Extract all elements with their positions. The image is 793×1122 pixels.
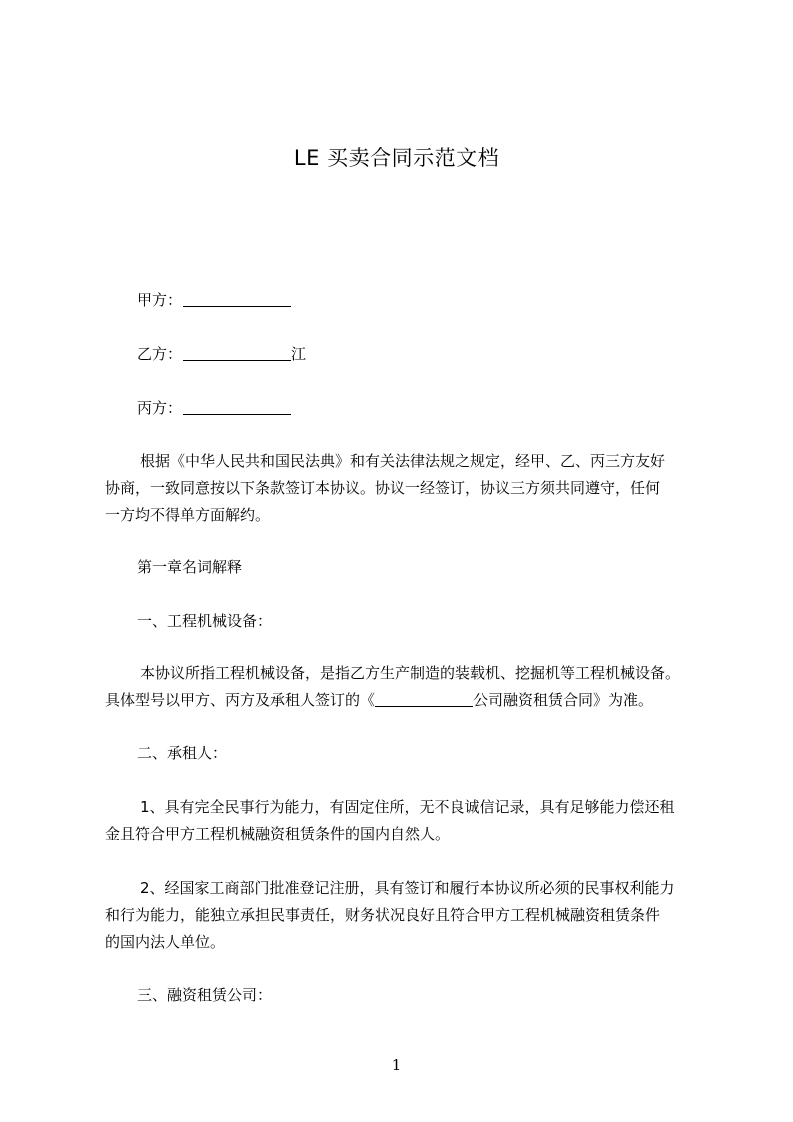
section-2-item-1-line-1: 1、具有完全民事行为能力，有固定住所，无不良诚信记录，具有足够能力偿还租 <box>140 798 675 816</box>
section-2-heading: 二、承租人： <box>137 744 228 762</box>
section-2-item-2-line-1: 2、经国家工商部门批准登记注册，具有签订和履行本协议所必须的民事权利能力 <box>140 879 675 897</box>
party-c-blank <box>183 400 291 415</box>
section-1-heading: 一、工程机械设备： <box>137 612 273 630</box>
preamble-line-1: 根据《中华人民共和国民法典》和有关法律法规之规定，经甲、乙、丙三方友好 <box>140 452 666 470</box>
section-1-line-2-suffix: 公司融资租赁合同》为准。 <box>473 691 654 709</box>
preamble-line-3: 一方均不得单方面解约。 <box>105 506 271 524</box>
section-2-item-1-line-2: 金且符合甲方工程机械融资租赁条件的国内自然人。 <box>105 825 451 843</box>
party-b-label: 乙方： <box>137 345 183 363</box>
section-3-heading: 三、融资租赁公司： <box>137 986 273 1004</box>
party-a-blank <box>183 292 291 307</box>
document-title: LE 买卖合同示范文档 <box>293 146 500 170</box>
party-b-blank <box>183 346 291 361</box>
section-1-line-2 <box>105 692 653 709</box>
section-1-line-2-prefix: 具体型号以甲方、丙方及承租人签订的《 <box>105 691 376 709</box>
party-c-label: 丙方： <box>137 399 183 417</box>
company-name-blank <box>375 692 473 707</box>
party-b-suffix: 江 <box>291 345 307 363</box>
party-c <box>137 400 291 417</box>
section-2-item-2-line-2: 和行为能力，能独立承担民事责任，财务状况良好且符合甲方工程机械融资租赁条件 <box>105 906 661 924</box>
party-a-label: 甲方： <box>137 291 183 309</box>
section-2-item-2-line-3: 的国内法人单位。 <box>105 933 226 951</box>
preamble-line-2: 协商，一致同意按以下条款签订本协议。协议一经签订，协议三方须共同遵守，任何 <box>105 479 661 497</box>
page-number: 1 <box>391 1056 402 1074</box>
section-1-line-1: 本协议所指工程机械设备，是指乙方生产制造的装载机、挖掘机等工程机械设备。 <box>140 664 681 682</box>
party-b <box>137 346 306 363</box>
party-a <box>137 292 291 309</box>
chapter-heading: 第一章名词解释 <box>137 558 243 576</box>
